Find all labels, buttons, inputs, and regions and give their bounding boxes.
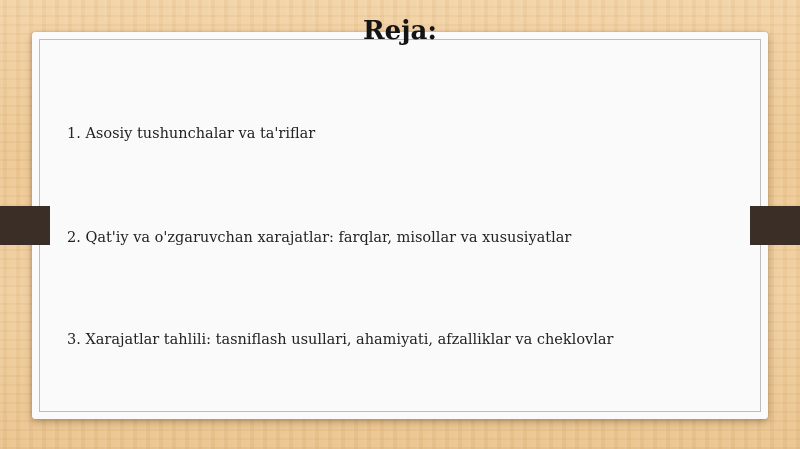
slide-title: Reja: bbox=[362, 16, 437, 46]
left-binder-tab bbox=[0, 206, 50, 245]
plan-item-1: 1. Asosiy tushunchalar va ta'riflar bbox=[67, 126, 316, 142]
slide-card bbox=[32, 32, 768, 419]
plan-item-2: 2. Qat'iy va o'zgaruvchan xarajatlar: farqlar, misollar va xususiyatlar bbox=[67, 230, 572, 246]
plan-item-3: 3. Xarajatlar tahlili: tasniflash usullari, ahamiyati, afzalliklar va cheklovlar bbox=[67, 332, 614, 348]
slide-border bbox=[39, 39, 761, 412]
right-binder-tab bbox=[750, 206, 800, 245]
